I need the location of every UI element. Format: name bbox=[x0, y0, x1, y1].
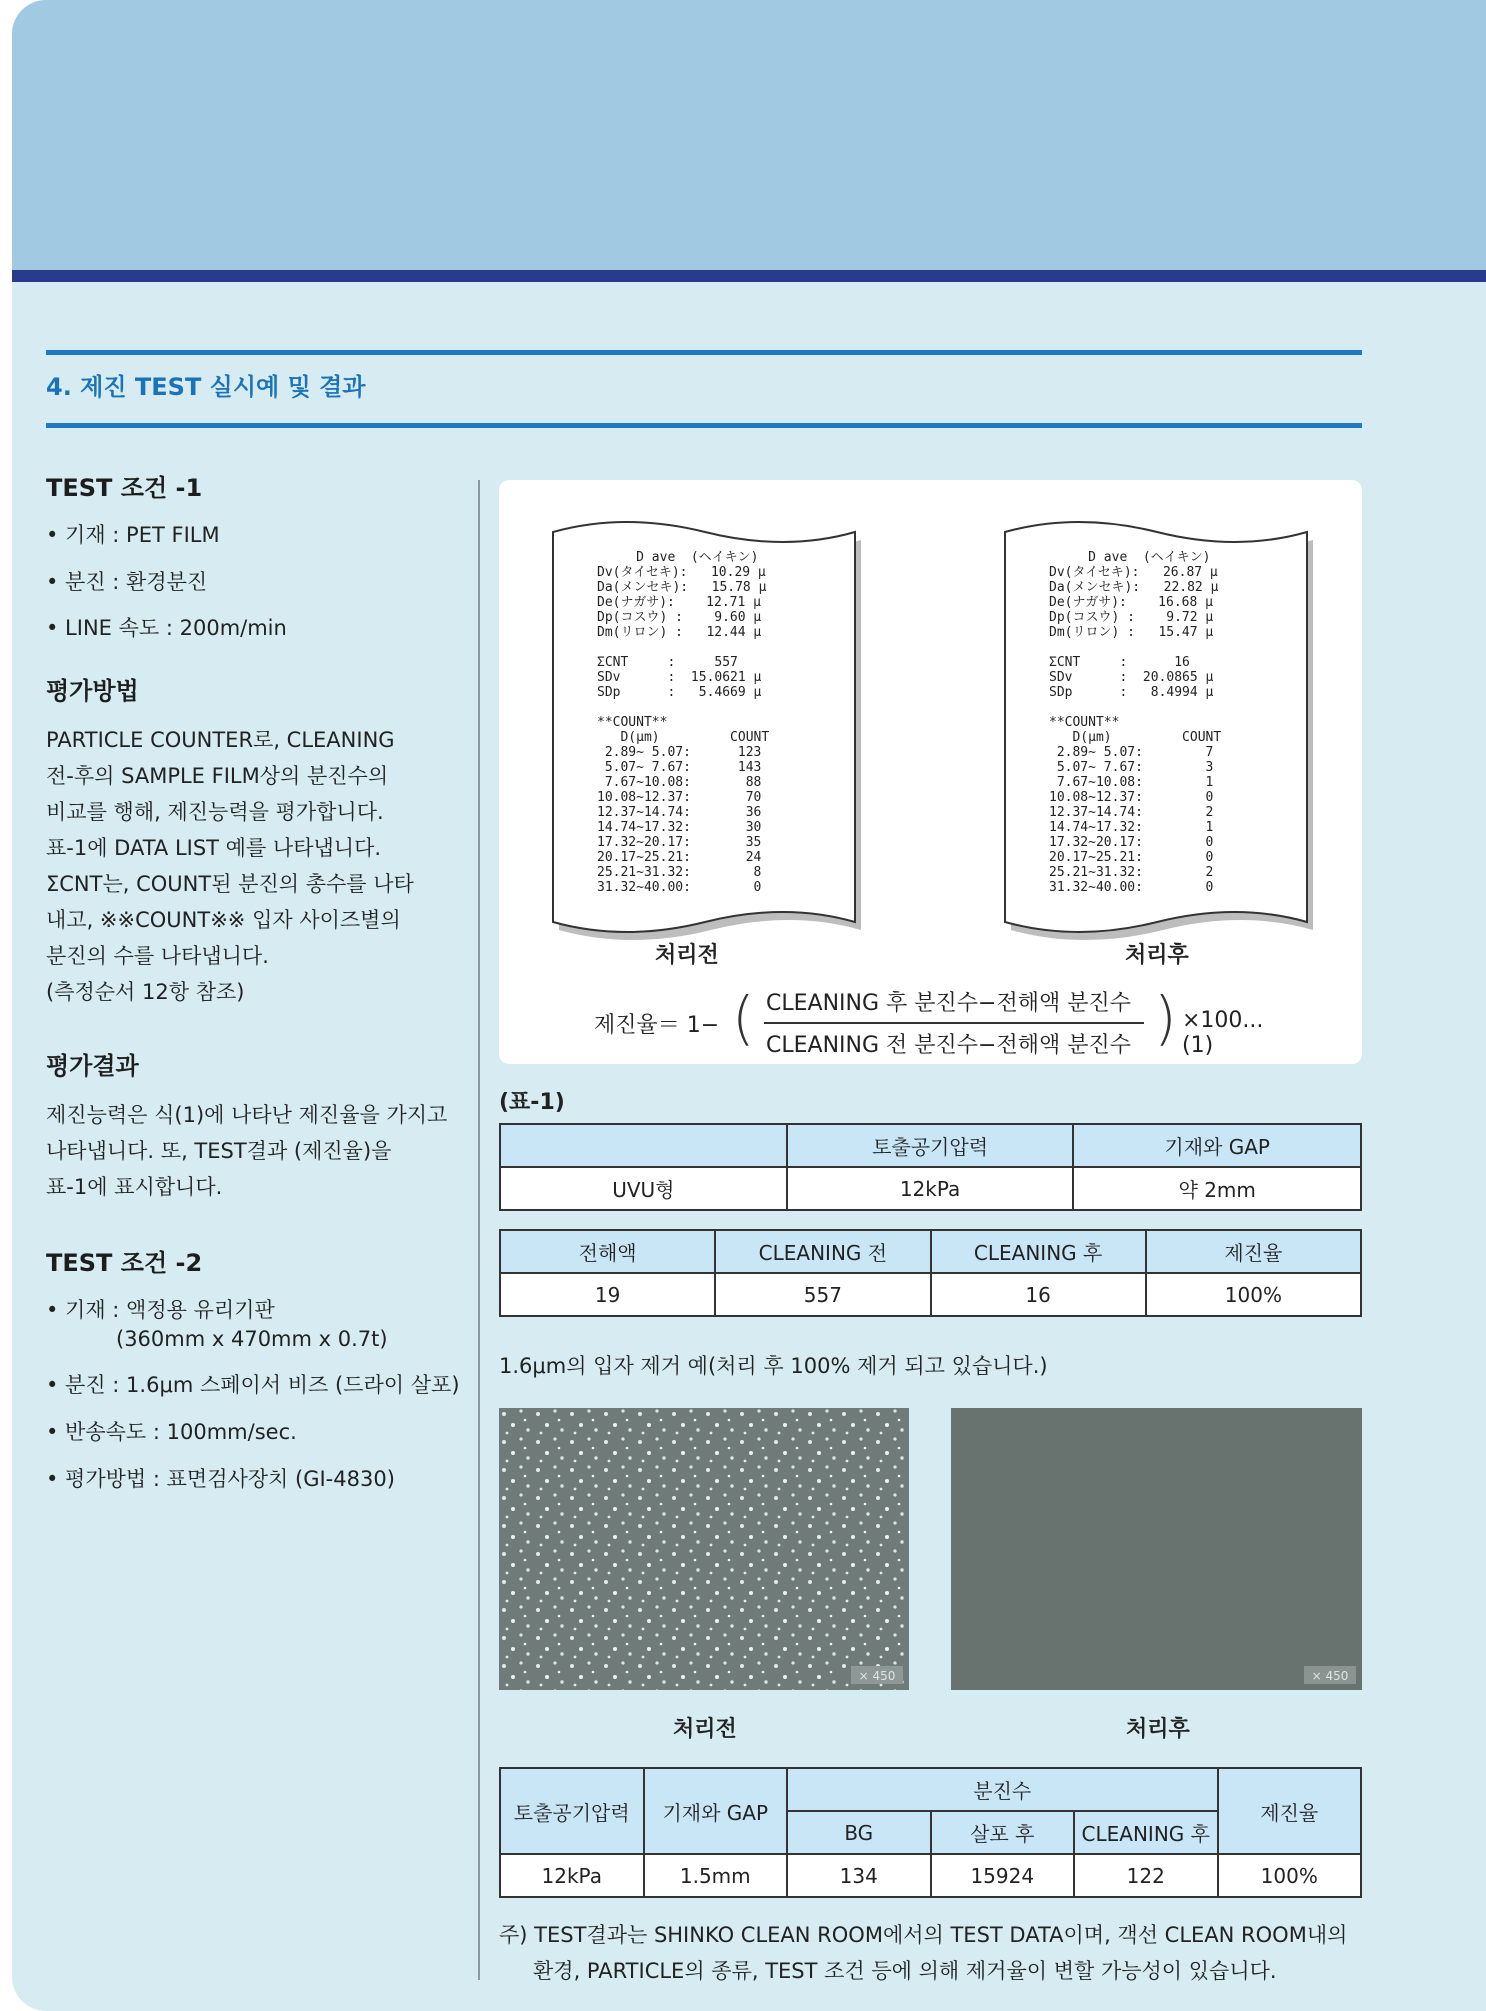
cond1-item: • 분진 : 환경분진 bbox=[46, 569, 208, 594]
left-column bbox=[46, 470, 466, 1509]
table-cell: 제진율 bbox=[1146, 1230, 1361, 1273]
table-row bbox=[500, 1854, 1361, 1897]
table-cell: CLEANING 전 bbox=[715, 1230, 930, 1273]
footnote-line: 환경, PARTICLE의 종류, TEST 조건 등에 의해 제거율이 변할 가능성이 있습니다. bbox=[533, 1959, 1277, 1983]
table-cell: BG bbox=[787, 1811, 931, 1854]
table-cell: 약 2mm bbox=[1073, 1167, 1361, 1210]
method-line: 분진의 수를 나타냅니다. bbox=[46, 944, 269, 969]
receipt-before bbox=[545, 510, 855, 930]
cond2-title: TEST 조건 -2 bbox=[46, 1249, 203, 1278]
formula-numerator: CLEANING 후 분진수−전해액 분진수 bbox=[766, 991, 1131, 1016]
method-line: PARTICLE COUNTER로, CLEANING bbox=[46, 728, 395, 753]
column-divider bbox=[478, 480, 480, 1980]
photo-before bbox=[499, 1408, 909, 1690]
micrograph-after bbox=[951, 1408, 1362, 1690]
example-text: 1.6μm의 입자 제거 예(처리 후 100% 제거 되고 있습니다.) bbox=[499, 1354, 1048, 1378]
table-header-row bbox=[500, 1124, 1361, 1167]
cond1-title: TEST 조건 -1 bbox=[46, 474, 203, 502]
table-row bbox=[500, 1273, 1361, 1316]
table-cell: 15924 bbox=[931, 1854, 1075, 1897]
table-cell: 토출공기압력 bbox=[500, 1768, 644, 1854]
paren-left: ( bbox=[732, 984, 755, 1052]
printout-panel bbox=[499, 480, 1362, 1064]
header-stripe bbox=[12, 270, 1486, 282]
table2 bbox=[499, 1767, 1362, 1898]
table-cell: 살포 후 bbox=[931, 1811, 1075, 1854]
fraction-bar bbox=[764, 1022, 1144, 1024]
receipt-after bbox=[997, 510, 1307, 930]
cond2-item-cont: (360mm x 470mm x 0.7t) bbox=[116, 1326, 388, 1351]
photo-scale-tag: × 450 bbox=[1311, 1669, 1349, 1683]
result-line: 나타냅니다. 또, TEST결과 (제진율)을 bbox=[46, 1139, 392, 1164]
receipt-text: D ave (ヘイキン) Dv(タイセキ): 10.29 μ Da(メンセキ): 15.78 μ De(ナガサ): 12.71 μ Dp(コスウ) : 9.60 μ Dm(リロン) : 12.44 μ ΣCNT : 557 SDv : 15.0621 μ SDp : 5.4669 μ **COUNT** D(μm) COUNT 2.89~ 5.07: 123 5.07~ 7.67: 143 7.67~10.08: 88 10.08~12.37: 70 12.37~14.74: 36 14.74~17.32: 30 17.32~20.17: 35 20.17~25.21: 24 25.21~31.32: 8 31.32~40.00: 0 bbox=[597, 550, 770, 895]
table-cell: 분진수 bbox=[787, 1768, 1218, 1811]
receipt-text: D ave (ヘイキン) Dv(タイセキ): 26.87 μ Da(メンセキ): 22.82 μ De(ナガサ): 16.68 μ Dp(コスウ) : 9.72 μ Dm(リロン) : 15.47 μ ΣCNT : 16 SDv : 20.0865 μ SDp : 8.4994 μ **COUNT** D(μm) COUNT 2.89~ 5.07: 7 5.07~ 7.67: 3 7.67~10.08: 1 10.08~12.37: 0 12.37~14.74: 2 14.74~17.32: 1 17.32~20.17: 0 20.17~25.21: 0 25.21~31.32: 2 31.32~40.00: 0 bbox=[1049, 550, 1222, 895]
photo-caption-before: 처리전 bbox=[673, 1717, 737, 1742]
cond2-item: • 기재 : 액정용 유리기판 bbox=[46, 1298, 275, 1323]
photo-caption-after: 처리후 bbox=[1126, 1717, 1190, 1742]
table-header-row bbox=[500, 1768, 1361, 1811]
paren-right: ) bbox=[1154, 984, 1177, 1052]
formula-denominator: CLEANING 전 분진수−전해액 분진수 bbox=[766, 1033, 1131, 1058]
table-cell bbox=[500, 1124, 787, 1167]
method-title: 평가방법 bbox=[46, 676, 139, 705]
formula bbox=[594, 982, 1294, 1062]
formula-lhs: 제진율＝ 1− bbox=[594, 1013, 720, 1038]
table-cell: 19 bbox=[500, 1273, 715, 1316]
table-cell: 134 bbox=[787, 1854, 931, 1897]
method-line: 전-후의 SAMPLE FILM상의 분진수의 bbox=[46, 764, 389, 789]
method-line: ΣCNT는, COUNT된 분진의 총수를 나타 bbox=[46, 872, 414, 897]
table1-label: (표-1) bbox=[499, 1090, 565, 1115]
table-cell: UVU형 bbox=[500, 1167, 787, 1210]
cond1-item: • LINE 속도 : 200m/min bbox=[46, 616, 287, 641]
table-cell: 12kPa bbox=[787, 1167, 1074, 1210]
method-line: (측정순서 12항 참조) bbox=[46, 980, 245, 1005]
section-title: 4. 제진 TEST 실시예 및 결과 bbox=[46, 373, 366, 401]
result-line: 제진능력은 식(1)에 나타난 제진율을 가지고 bbox=[46, 1103, 448, 1128]
table-cell: 제진율 bbox=[1218, 1768, 1362, 1854]
table1a bbox=[499, 1123, 1362, 1211]
footnote bbox=[499, 1917, 1379, 1989]
caption-before: 처리전 bbox=[655, 943, 719, 968]
method-line: 내고, ※※COUNT※※ 입자 사이즈별의 bbox=[46, 908, 401, 933]
header-band bbox=[12, 0, 1486, 270]
cond2-item: • 평가방법 : 표면검사장치 (GI-4830) bbox=[46, 1466, 395, 1491]
table-cell: CLEANING 후 bbox=[931, 1230, 1146, 1273]
result-line: 표-1에 표시합니다. bbox=[46, 1175, 223, 1200]
caption-after: 처리후 bbox=[1125, 943, 1189, 968]
cond2-item: • 분진 : 1.6μm 스페이서 비즈 (드라이 살포) bbox=[46, 1373, 460, 1398]
table-cell: CLEANING 후 bbox=[1074, 1811, 1218, 1854]
table-cell: 기재와 GAP bbox=[1073, 1124, 1361, 1167]
cond2-item: • 반송속도 : 100mm/sec. bbox=[46, 1420, 297, 1445]
table-row bbox=[500, 1167, 1361, 1210]
photo-scale-tag: × 450 bbox=[858, 1669, 896, 1683]
table1b bbox=[499, 1229, 1362, 1317]
table-cell: 100% bbox=[1218, 1854, 1362, 1897]
table-cell: 토출공기압력 bbox=[787, 1124, 1074, 1167]
table-cell: 기재와 GAP bbox=[644, 1768, 788, 1854]
footnote-line: 주) TEST결과는 SHINKO CLEAN ROOM에서의 TEST DATA이며, 객선 CLEAN ROOM내의 bbox=[499, 1923, 1348, 1947]
micrograph-before bbox=[499, 1408, 909, 1690]
table-header-row bbox=[500, 1230, 1361, 1273]
method-line: 비교를 행해, 제진능력을 평가합니다. bbox=[46, 800, 384, 825]
table-cell: 16 bbox=[931, 1273, 1146, 1316]
formula-rhs: ×100...(1) bbox=[1182, 1008, 1264, 1058]
table-cell: 100% bbox=[1146, 1273, 1361, 1316]
cond1-item: • 기재 : PET FILM bbox=[46, 523, 220, 548]
table-cell: 557 bbox=[715, 1273, 930, 1316]
table-cell: 전해액 bbox=[500, 1230, 715, 1273]
photo-after bbox=[951, 1408, 1362, 1690]
method-line: 표-1에 DATA LIST 예를 나타냅니다. bbox=[46, 836, 382, 861]
table-cell: 12kPa bbox=[500, 1854, 644, 1897]
table-cell: 1.5mm bbox=[644, 1854, 788, 1897]
result-title: 평가결과 bbox=[46, 1052, 139, 1081]
table-cell: 122 bbox=[1074, 1854, 1218, 1897]
